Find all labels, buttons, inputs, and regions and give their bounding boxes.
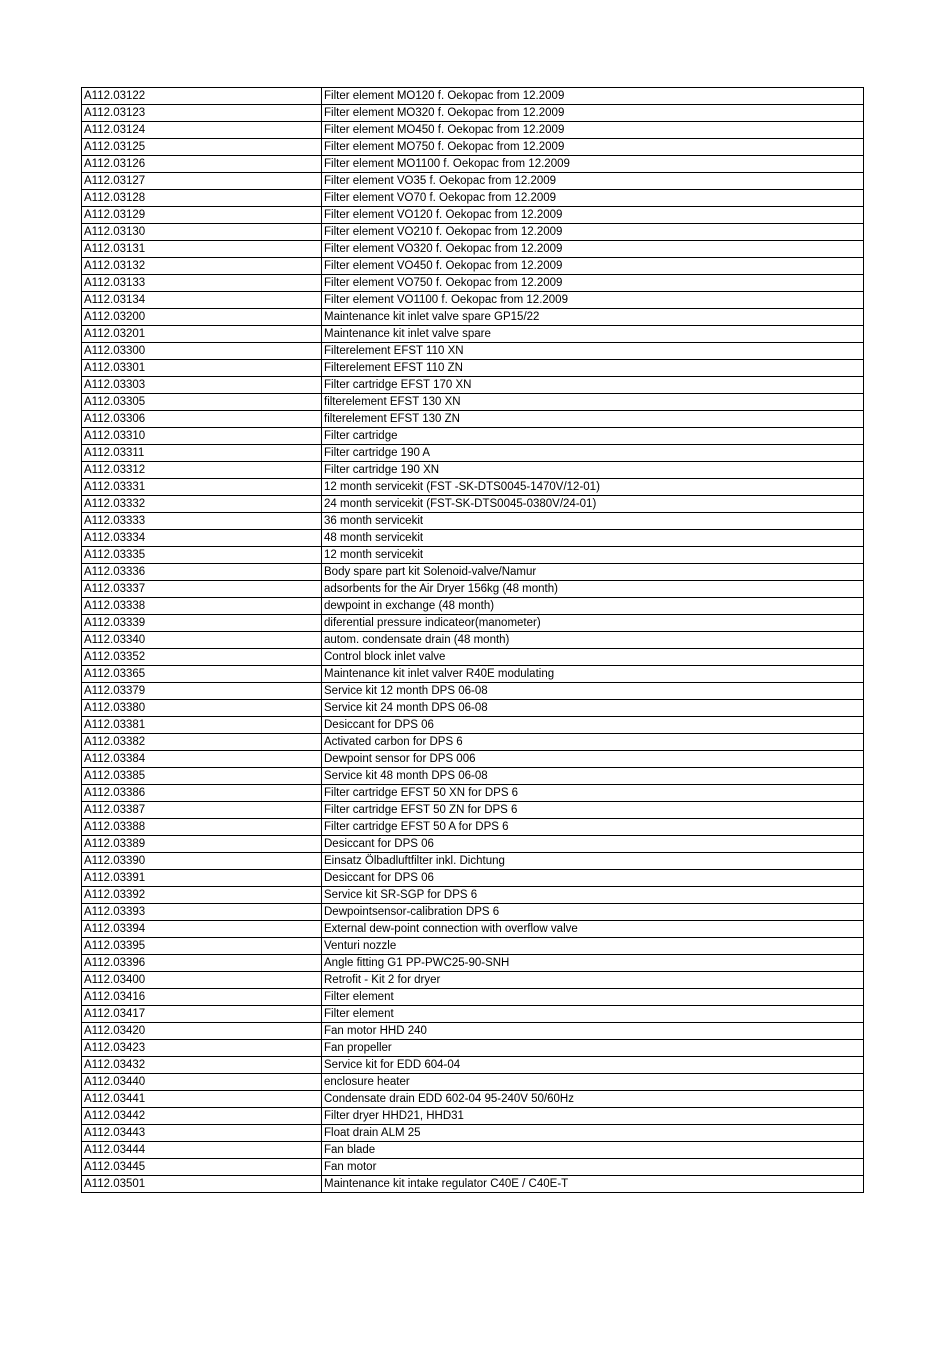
part-description-cell: Filter cartridge 190 XN	[322, 462, 864, 479]
table-row	[82, 258, 864, 275]
part-number-cell: A112.03400	[82, 972, 322, 989]
part-description-cell: Desiccant for DPS 06	[322, 870, 864, 887]
part-description-cell: Filter element VO70 f. Oekopac from 12.2009	[322, 190, 864, 207]
table-row	[82, 462, 864, 479]
table-row	[82, 802, 864, 819]
part-description-cell: Filter element MO450 f. Oekopac from 12.2009	[322, 122, 864, 139]
table-row	[82, 190, 864, 207]
part-number-cell: A112.03130	[82, 224, 322, 241]
part-number-cell: A112.03392	[82, 887, 322, 904]
part-description-cell: Float drain ALM 25	[322, 1125, 864, 1142]
table-row	[82, 734, 864, 751]
part-description-cell: Filterelement EFST 110 XN	[322, 343, 864, 360]
table-row	[82, 683, 864, 700]
part-number-cell: A112.03352	[82, 649, 322, 666]
part-number-cell: A112.03340	[82, 632, 322, 649]
part-description-cell: Maintenance kit inlet valver R40E modulating	[322, 666, 864, 683]
part-description-cell: Body spare part kit Solenoid-valve/Namur	[322, 564, 864, 581]
part-description-cell: 48 month servicekit	[322, 530, 864, 547]
table-row	[82, 411, 864, 428]
table-row	[82, 904, 864, 921]
part-number-cell: A112.03390	[82, 853, 322, 870]
part-number-cell: A112.03365	[82, 666, 322, 683]
part-description-cell: Filter element MO750 f. Oekopac from 12.2009	[322, 139, 864, 156]
part-number-cell: A112.03380	[82, 700, 322, 717]
part-description-cell: Maintenance kit inlet valve spare GP15/22	[322, 309, 864, 326]
part-number-cell: A112.03300	[82, 343, 322, 360]
part-number-cell: A112.03310	[82, 428, 322, 445]
part-description-cell: Service kit 12 month DPS 06-08	[322, 683, 864, 700]
table-row	[82, 581, 864, 598]
table-row	[82, 1142, 864, 1159]
part-number-cell: A112.03395	[82, 938, 322, 955]
part-number-cell: A112.03122	[82, 88, 322, 105]
table-row	[82, 207, 864, 224]
part-description-cell: 36 month servicekit	[322, 513, 864, 530]
part-description-cell: Filter cartridge EFST 50 ZN for DPS 6	[322, 802, 864, 819]
part-description-cell: Filterelement EFST 110 ZN	[322, 360, 864, 377]
part-description-cell: Service kit 48 month DPS 06-08	[322, 768, 864, 785]
part-number-cell: A112.03338	[82, 598, 322, 615]
part-number-cell: A112.03420	[82, 1023, 322, 1040]
part-description-cell: enclosure heater	[322, 1074, 864, 1091]
part-number-cell: A112.03443	[82, 1125, 322, 1142]
part-number-cell: A112.03126	[82, 156, 322, 173]
part-description-cell: Filter element MO320 f. Oekopac from 12.2009	[322, 105, 864, 122]
part-description-cell: Filter element	[322, 1006, 864, 1023]
part-description-cell: Filter cartridge EFST 50 XN for DPS 6	[322, 785, 864, 802]
table-row	[82, 564, 864, 581]
part-number-cell: A112.03384	[82, 751, 322, 768]
table-row	[82, 139, 864, 156]
part-number-cell: A112.03417	[82, 1006, 322, 1023]
part-number-cell: A112.03124	[82, 122, 322, 139]
part-number-cell: A112.03133	[82, 275, 322, 292]
table-row	[82, 105, 864, 122]
part-description-cell: Filter cartridge 190 A	[322, 445, 864, 462]
part-description-cell: 12 month servicekit (FST -SK-DTS0045-1470V/12-01)	[322, 479, 864, 496]
part-number-cell: A112.03445	[82, 1159, 322, 1176]
part-description-cell: Filter cartridge	[322, 428, 864, 445]
table-row	[82, 1023, 864, 1040]
part-number-cell: A112.03396	[82, 955, 322, 972]
table-row	[82, 1091, 864, 1108]
part-number-cell: A112.03331	[82, 479, 322, 496]
part-number-cell: A112.03389	[82, 836, 322, 853]
part-number-cell: A112.03444	[82, 1142, 322, 1159]
table-row	[82, 1074, 864, 1091]
part-description-cell: Filter element VO210 f. Oekopac from 12.2009	[322, 224, 864, 241]
table-row	[82, 1159, 864, 1176]
part-description-cell: Desiccant for DPS 06	[322, 717, 864, 734]
part-description-cell: Venturi nozzle	[322, 938, 864, 955]
table-row	[82, 309, 864, 326]
table-row	[82, 394, 864, 411]
table-row	[82, 343, 864, 360]
table-row	[82, 428, 864, 445]
part-description-cell: Einsatz Ölbadluftfilter inkl. Dichtung	[322, 853, 864, 870]
table-row	[82, 292, 864, 309]
part-number-cell: A112.03339	[82, 615, 322, 632]
part-description-cell: Fan motor HHD 240	[322, 1023, 864, 1040]
part-number-cell: A112.03301	[82, 360, 322, 377]
table-row	[82, 989, 864, 1006]
part-number-cell: A112.03432	[82, 1057, 322, 1074]
part-description-cell: dewpoint in exchange (48 month)	[322, 598, 864, 615]
table-row	[82, 377, 864, 394]
part-number-cell: A112.03125	[82, 139, 322, 156]
table-row	[82, 1125, 864, 1142]
part-number-cell: A112.03128	[82, 190, 322, 207]
table-row	[82, 666, 864, 683]
part-number-cell: A112.03127	[82, 173, 322, 190]
part-description-cell: filterelement EFST 130 XN	[322, 394, 864, 411]
part-description-cell: Filter dryer HHD21, HHD31	[322, 1108, 864, 1125]
part-description-cell: diferential pressure indicateor(manometer)	[322, 615, 864, 632]
table-row	[82, 819, 864, 836]
table-row	[82, 632, 864, 649]
table-row	[82, 1108, 864, 1125]
parts-table	[81, 87, 864, 1193]
table-row	[82, 598, 864, 615]
part-description-cell: Control block inlet valve	[322, 649, 864, 666]
table-row	[82, 88, 864, 105]
table-row	[82, 870, 864, 887]
table-row	[82, 122, 864, 139]
part-description-cell: Maintenance kit intake regulator C40E / C40E-T	[322, 1176, 864, 1193]
part-description-cell: Activated carbon for DPS 6	[322, 734, 864, 751]
table-row	[82, 326, 864, 343]
table-row	[82, 955, 864, 972]
part-description-cell: filterelement EFST 130 ZN	[322, 411, 864, 428]
part-number-cell: A112.03306	[82, 411, 322, 428]
part-number-cell: A112.03123	[82, 105, 322, 122]
table-row	[82, 496, 864, 513]
table-row	[82, 700, 864, 717]
part-number-cell: A112.03386	[82, 785, 322, 802]
part-description-cell: Service kit for EDD 604-04	[322, 1057, 864, 1074]
parts-table-body	[82, 88, 864, 1193]
part-number-cell: A112.03311	[82, 445, 322, 462]
part-description-cell: Filter element VO750 f. Oekopac from 12.2009	[322, 275, 864, 292]
part-description-cell: Filter element VO450 f. Oekopac from 12.2009	[322, 258, 864, 275]
table-row	[82, 1040, 864, 1057]
table-row	[82, 513, 864, 530]
table-row	[82, 785, 864, 802]
part-description-cell: Filter element	[322, 989, 864, 1006]
table-row	[82, 224, 864, 241]
part-number-cell: A112.03442	[82, 1108, 322, 1125]
table-row	[82, 547, 864, 564]
part-description-cell: Fan propeller	[322, 1040, 864, 1057]
part-description-cell: Desiccant for DPS 06	[322, 836, 864, 853]
part-description-cell: 12 month servicekit	[322, 547, 864, 564]
part-number-cell: A112.03312	[82, 462, 322, 479]
table-row	[82, 241, 864, 258]
table-row	[82, 921, 864, 938]
part-description-cell: Condensate drain EDD 602-04 95-240V 50/60Hz	[322, 1091, 864, 1108]
part-number-cell: A112.03131	[82, 241, 322, 258]
table-row	[82, 615, 864, 632]
part-number-cell: A112.03387	[82, 802, 322, 819]
part-description-cell: Service kit 24 month DPS 06-08	[322, 700, 864, 717]
part-description-cell: Angle fitting G1 PP-PWC25-90-SNH	[322, 955, 864, 972]
table-row	[82, 173, 864, 190]
part-number-cell: A112.03305	[82, 394, 322, 411]
table-row	[82, 649, 864, 666]
table-row	[82, 853, 864, 870]
table-row	[82, 530, 864, 547]
part-number-cell: A112.03385	[82, 768, 322, 785]
part-number-cell: A112.03379	[82, 683, 322, 700]
part-description-cell: Filter element MO120 f. Oekopac from 12.2009	[322, 88, 864, 105]
table-row	[82, 717, 864, 734]
part-description-cell: External dew-point connection with overflow valve	[322, 921, 864, 938]
part-number-cell: A112.03381	[82, 717, 322, 734]
parts-sheet	[81, 87, 863, 1193]
part-description-cell: Service kit SR-SGP for DPS 6	[322, 887, 864, 904]
part-number-cell: A112.03337	[82, 581, 322, 598]
part-description-cell: Fan motor	[322, 1159, 864, 1176]
table-row	[82, 887, 864, 904]
part-description-cell: Dewpointsensor-calibration DPS 6	[322, 904, 864, 921]
part-number-cell: A112.03382	[82, 734, 322, 751]
table-row	[82, 972, 864, 989]
table-row	[82, 479, 864, 496]
part-number-cell: A112.03501	[82, 1176, 322, 1193]
table-row	[82, 751, 864, 768]
part-description-cell: Filter element VO320 f. Oekopac from 12.2009	[322, 241, 864, 258]
part-description-cell: Filter element MO1100 f. Oekopac from 12.2009	[322, 156, 864, 173]
table-row	[82, 360, 864, 377]
part-number-cell: A112.03129	[82, 207, 322, 224]
part-number-cell: A112.03388	[82, 819, 322, 836]
part-number-cell: A112.03336	[82, 564, 322, 581]
part-number-cell: A112.03423	[82, 1040, 322, 1057]
part-number-cell: A112.03440	[82, 1074, 322, 1091]
part-number-cell: A112.03333	[82, 513, 322, 530]
part-description-cell: 24 month servicekit (FST-SK-DTS0045-0380V/24-01)	[322, 496, 864, 513]
part-number-cell: A112.03332	[82, 496, 322, 513]
part-number-cell: A112.03416	[82, 989, 322, 1006]
part-number-cell: A112.03201	[82, 326, 322, 343]
part-number-cell: A112.03334	[82, 530, 322, 547]
part-number-cell: A112.03393	[82, 904, 322, 921]
part-number-cell: A112.03391	[82, 870, 322, 887]
table-row	[82, 275, 864, 292]
part-number-cell: A112.03303	[82, 377, 322, 394]
table-row	[82, 1176, 864, 1193]
table-row	[82, 768, 864, 785]
part-number-cell: A112.03335	[82, 547, 322, 564]
part-number-cell: A112.03134	[82, 292, 322, 309]
part-number-cell: A112.03394	[82, 921, 322, 938]
part-description-cell: autom. condensate drain (48 month)	[322, 632, 864, 649]
table-row	[82, 1006, 864, 1023]
part-description-cell: Dewpoint sensor for DPS 006	[322, 751, 864, 768]
table-row	[82, 156, 864, 173]
part-number-cell: A112.03200	[82, 309, 322, 326]
part-description-cell: Retrofit - Kit 2 for dryer	[322, 972, 864, 989]
part-description-cell: Filter cartridge EFST 170 XN	[322, 377, 864, 394]
part-number-cell: A112.03441	[82, 1091, 322, 1108]
table-row	[82, 445, 864, 462]
table-row	[82, 836, 864, 853]
part-number-cell: A112.03132	[82, 258, 322, 275]
part-description-cell: Filter element VO35 f. Oekopac from 12.2009	[322, 173, 864, 190]
part-description-cell: Maintenance kit inlet valve spare	[322, 326, 864, 343]
part-description-cell: Filter element VO120 f. Oekopac from 12.2009	[322, 207, 864, 224]
table-row	[82, 938, 864, 955]
part-description-cell: Filter cartridge EFST 50 A for DPS 6	[322, 819, 864, 836]
part-description-cell: Filter element VO1100 f. Oekopac from 12.2009	[322, 292, 864, 309]
part-description-cell: Fan blade	[322, 1142, 864, 1159]
table-row	[82, 1057, 864, 1074]
part-description-cell: adsorbents for the Air Dryer 156kg (48 month)	[322, 581, 864, 598]
